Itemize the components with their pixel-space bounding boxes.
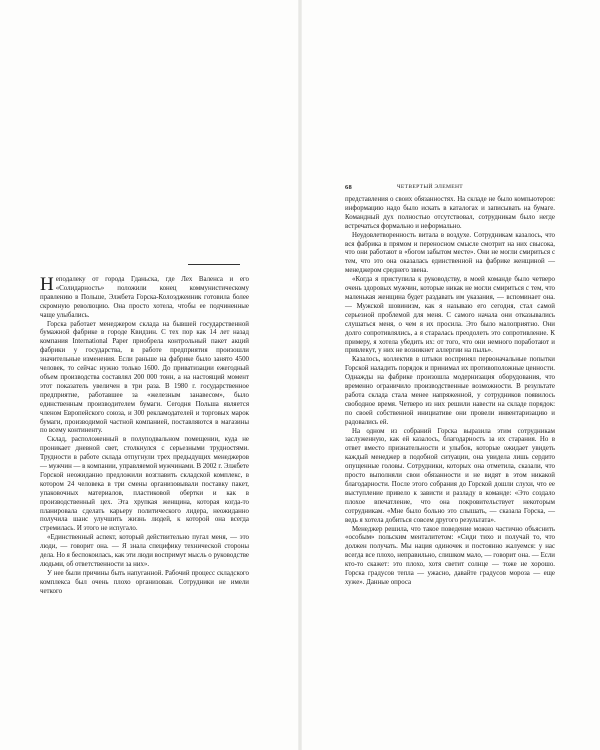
body-paragraph: У нее были причины быть напуганной. Рабочий процесс складского комплекса был очень плохо организован. Сотрудники не имели четкого <box>40 569 249 595</box>
body-paragraph: представления о своих обязанностях. На складе не было компьютеров: информацию надо было искать в каталогах и записывать на бумаге. Командный дух полностью отсутствовал, сотрудникам было негде встречаться формально и неформально. <box>345 196 555 230</box>
left-page-body <box>40 276 249 597</box>
running-section-title: ЧЕТВЕРТЫЙ ЭЛЕМЕНТ <box>397 184 464 190</box>
body-paragraph: «Когда я приступила к руководству, в моей команде было четверо очень здоровых мужчин, которые никак не могли смириться с тем, что маленькая женщина будет раздавать им указания, — вспоминает она. — Мужской шовинизм, как я называю его сегодня, стал самой серьезной проблемой для меня. С самого начала они отказывались слушаться меня, о чем я их просила. Это было малоприятно. Они долго сопротивлялись, а я старалась преодолеть это сопротивление. К примеру, я хотела убедить их: от того, что они немного поработают и привлекут, у них не возникнет аллергии на пыль». <box>345 276 555 355</box>
left-page <box>0 0 298 750</box>
body-paragraph: На одном из собраний Горска выразила этим сотрудникам заслуженную, как ей казалось, благодарность за их старания. Но в ответ вместо признательности и улыбок, которые ожидает увидеть каждый менеджер в подобной ситуации, она увидела лишь сердито опущенные головы. Сотрудники, которых она отметила, сказали, что просто выполняли свои обязанности и не видят в этом никакой благодарности. После этого собрания до Горской дошли слухи, что ее выступление привело к зависти и разладу в команде: «Это создало плохое впечатление, что она покровительствует некоторым сотрудникам. «Мне было больно это слышать, — сказала Горска, — ведь я хотела добиться совсем другого результата». <box>345 427 555 524</box>
right-page-body <box>345 196 555 588</box>
right-page <box>302 0 600 750</box>
body-paragraph: Неподалеку от города Гданьска, где Лех Валенса и его «Солидарность» положили конец коммунистическому правлению в Польше, Элжбета Горска-Колоэджеиник готовила более скромную революцию. Она просто хотела, чтобы ее подчиненные чаще улыбались. <box>40 274 249 319</box>
chapter-divider-rule <box>188 264 240 265</box>
body-paragraph: Менеджер решила, что такое поведение можно частично объяснить «особым» польским менталитетом: «Сиди тихо и получай то, что должен получать. Мы нация одиночек и постоянно жалуемся: у нас всегда все плохо, неправильно, слишком мало, — говорит она. — Если кто-то скажет: это плохо, хотя светит солнце — тоже не хорошо. Горска градусов тепла — ужасно, давайте градусов мороза — еще хуже». Данные опроса <box>345 525 555 586</box>
body-paragraph: Склад, расположенный в полуподвальном помещении, куда не проникает дневной свет, столкнулся с серьезными трудностями. Трудности в работе склада отпугнули трех предыдущих менеджеров — мужчин — в компании, управляемой мужчинами. В 2002 г. Элжбете Горской неожиданно предложили возглавить складской комплекс, в котором 24 человека в три смены организовывали поставку пакет, упаковочных материалов, пластиковой обертки и как в производственный цех. Эта хрупкая женщина, которая когда-то планировала сделать карьеру политического лидера, неожиданно получила шанс улучшить жизнь людей, к которой она всегда стремилась. И этого не испугало. <box>40 436 249 533</box>
body-paragraph: Казалось, коллектив в штыки воспринял первоначальные попытки Горской наладить порядок и принимал их противоположные ценности. Однажды на фабрике произошла модернизация оборудования, что временно ограничило производственные возможности. В результате работа склада стала менее напряженной, у сотрудников появилось свободное время. Четверо из них решили навести на складе порядок: по своей собственной инициативе они провели инвентаризацию и радовались ей. <box>345 356 555 426</box>
body-paragraph: Горска работает менеджером склада на бывшей государственной бумажной фабрике в городе Квидзин. С тех пор как 14 лет назад компания International Paper приобрела контрольный пакет акций фабрики у государства, в работе предприятия произошли значительные изменения. Если раньше на фабрике было занято 4500 человек, то сейчас нужно только 1600. До приватизации ежегодный объем производства составлял 200 000 тонн, а на настоящий момент этот показатель увеличен в три раза. В 1980 г. государственное предприятие, работавшее за «железным занавесом», было единственным производителем бумаги. Сегодня Польша является членом Европейского союза, и 300 рекламодателей и торговых марок бумаги, производимой частной компанией, поставляются в магазины по всему континенту. <box>40 320 249 435</box>
body-paragraph: «Единственный аспект, который действительно пугал меня, — это люди, — говорит она. — Я знала специфику технической стороны дела. Но я беспокоилась, как эти люди воспримут мысль о руководстве людьми, об ответственности за них». <box>40 534 249 568</box>
body-paragraph: Неудовлетворенность витала в воздухе. Сотрудникам казалось, что вся фабрика в прямом и переносном смысле смотрит на них свысока, что они работают в «богом забытом месте». Они не могли смириться с тем, что это она оказалась единственной на фабрике женщиной — менеджером среднего звена. <box>345 231 555 275</box>
drop-cap: Н <box>40 274 54 295</box>
page-number: 68 <box>345 184 352 191</box>
